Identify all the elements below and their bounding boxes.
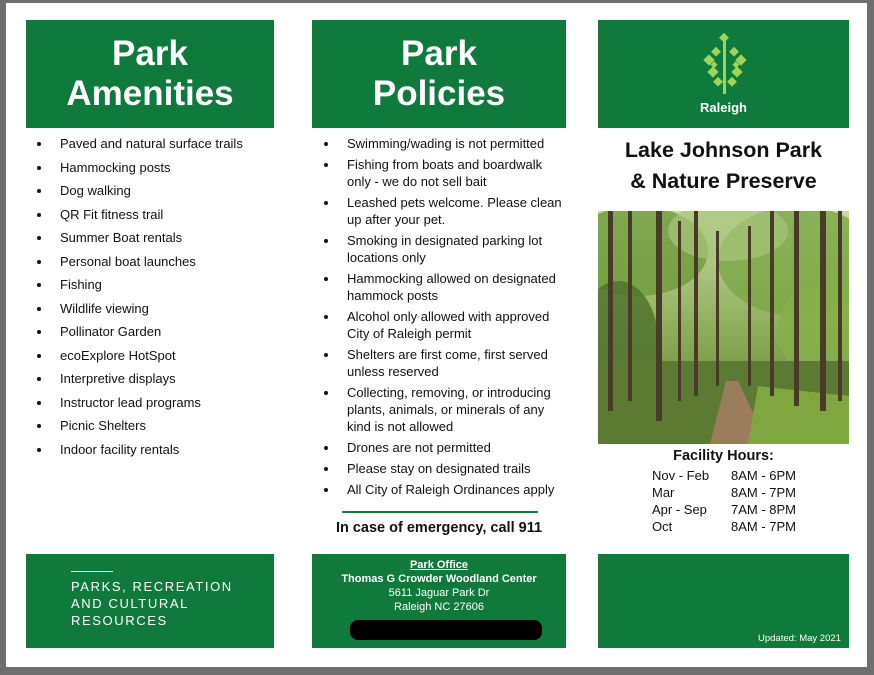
facility-hours-table <box>652 467 822 535</box>
park-office-street: 5611 Jaguar Park Dr <box>388 587 490 599</box>
list-item: Pollinator Garden <box>26 323 274 340</box>
policies-header <box>312 20 566 128</box>
list-item: Smoking in designated parking lot locations only <box>313 232 567 266</box>
list-item: Hammocking allowed on designated hammock posts <box>313 270 567 304</box>
list-item: Paved and natural surface trails <box>26 135 274 152</box>
department-line2: AND CULTURAL <box>71 596 189 611</box>
facility-hours-title: Facility Hours: <box>673 448 774 464</box>
list-item: Leashed pets welcome. Please clean up after your pet. <box>313 194 567 228</box>
list-item: Indoor facility rentals <box>26 441 274 458</box>
park-office-panel <box>312 554 566 648</box>
park-office-address <box>312 558 566 614</box>
list-item: Dog walking <box>26 182 274 199</box>
updated-panel <box>598 554 849 648</box>
brochure-sheet <box>6 3 867 667</box>
forest-trail-photo <box>598 211 849 444</box>
list-item: Interpretive displays <box>26 370 274 387</box>
amenities-title-line2: Amenities <box>66 74 234 113</box>
list-item: Please stay on designated trails <box>313 460 567 477</box>
list-item: QR Fit fitness trail <box>26 206 274 223</box>
policies-title-line1: Park <box>401 34 477 73</box>
list-item: Fishing <box>26 276 274 293</box>
raleigh-logo-label: Raleigh <box>700 100 747 115</box>
policies-divider <box>342 511 538 513</box>
amenities-header <box>26 20 274 128</box>
oak-leaf-tree-icon <box>695 32 755 96</box>
department-name <box>71 578 233 629</box>
hours-time: 8AM - 7PM <box>731 485 797 500</box>
department-line3: RESOURCES <box>71 613 168 628</box>
hours-row <box>652 467 822 484</box>
list-item: ecoExplore HotSpot <box>26 347 274 364</box>
updated-date: Updated: May 2021 <box>758 633 841 644</box>
hours-time: 8AM - 7PM <box>731 519 797 534</box>
hours-row <box>652 518 822 535</box>
hours-months: Apr - Sep <box>652 502 707 517</box>
park-name-line1: Lake Johnson Park <box>624 138 823 162</box>
hours-time: 8AM - 6PM <box>731 468 797 483</box>
amenities-list <box>26 135 274 464</box>
department-rule <box>71 571 113 572</box>
list-item: Shelters are first come, first served unless reserved <box>313 346 567 380</box>
park-office-title: Park Office <box>409 559 469 571</box>
emergency-notice: In case of emergency, call 911 <box>335 520 543 536</box>
list-item: Wildlife viewing <box>26 300 274 317</box>
list-item: Summer Boat rentals <box>26 229 274 246</box>
department-panel <box>26 554 274 648</box>
raleigh-logo-panel <box>598 20 849 128</box>
list-item: Instructor lead programs <box>26 394 274 411</box>
amenities-title-line1: Park <box>112 34 188 73</box>
policies-list <box>313 135 567 502</box>
hours-months: Nov - Feb <box>652 468 710 483</box>
hours-row <box>652 484 822 501</box>
list-item: All City of Raleigh Ordinances apply <box>313 481 567 498</box>
list-item: Fishing from boats and boardwalk only - we do not sell bait <box>313 156 567 190</box>
list-item: Alcohol only allowed with approved City of Raleigh permit <box>313 308 567 342</box>
department-line1: PARKS, RECREATION <box>71 579 233 594</box>
hours-time: 7AM - 8PM <box>731 502 797 517</box>
list-item: Hammocking posts <box>26 159 274 176</box>
hours-row <box>652 501 822 518</box>
hours-months: Oct <box>652 519 673 534</box>
park-name <box>598 135 849 197</box>
redacted-contact <box>350 620 542 640</box>
list-item: Collecting, removing, or introducing plants, animals, or minerals of any kind is not allowed <box>313 384 567 435</box>
park-office-city: Raleigh NC 27606 <box>394 601 484 613</box>
park-office-name: Thomas G Crowder Woodland Center <box>341 573 537 585</box>
list-item: Personal boat launches <box>26 253 274 270</box>
list-item: Swimming/wading is not permitted <box>313 135 567 152</box>
hours-months: Mar <box>652 485 675 500</box>
policies-title-line2: Policies <box>372 74 506 113</box>
list-item: Drones are not permitted <box>313 439 567 456</box>
park-name-line2: & Nature Preserve <box>630 169 817 193</box>
list-item: Picnic Shelters <box>26 417 274 434</box>
